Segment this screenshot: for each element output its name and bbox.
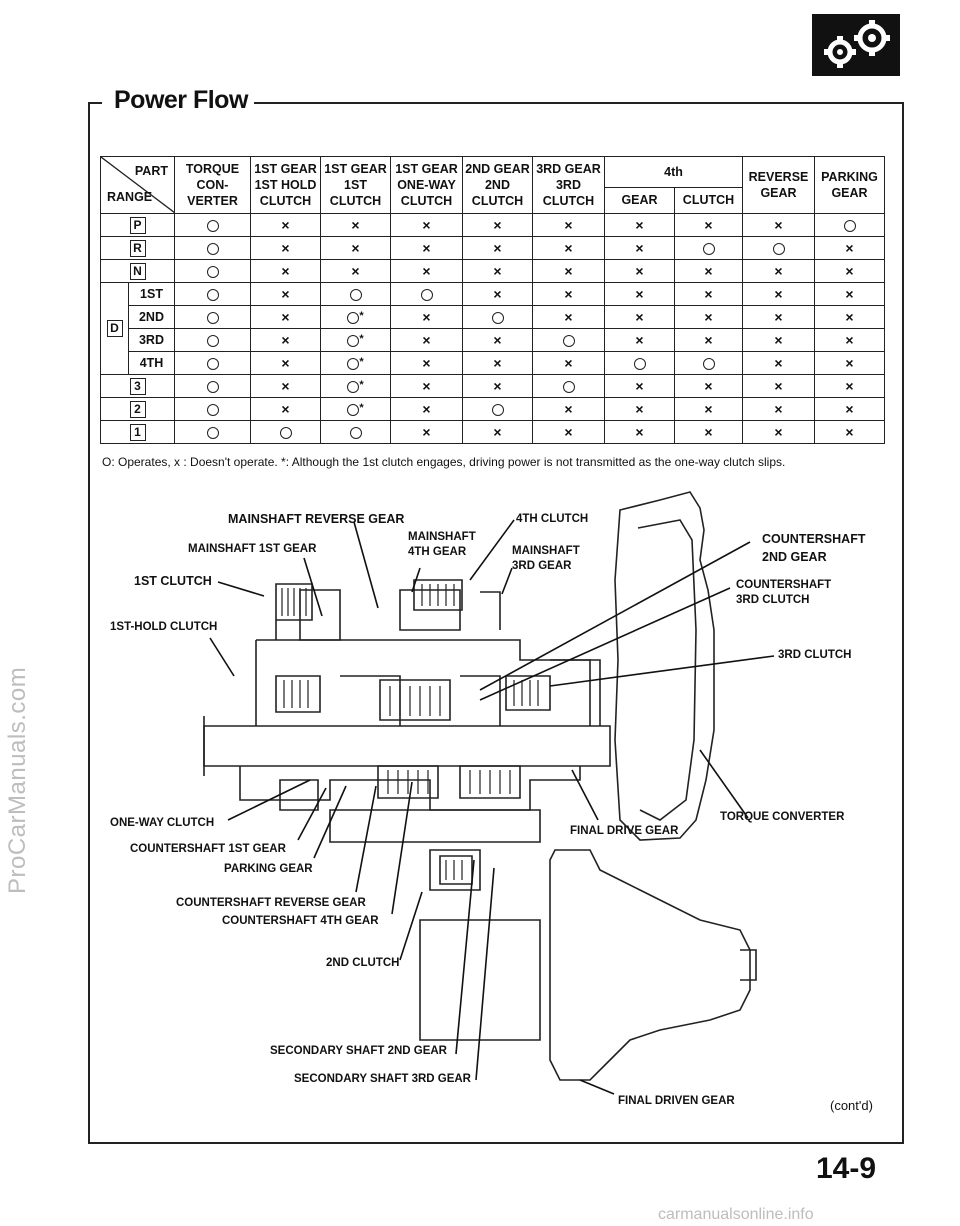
- status-cell: [175, 329, 251, 352]
- header-4th: 4th: [605, 157, 743, 188]
- status-cell: ×: [605, 398, 675, 421]
- corner-part: PART: [134, 164, 168, 178]
- range-cell: [101, 237, 175, 260]
- status-cell: ×: [675, 214, 743, 237]
- status-cell: ×: [391, 352, 463, 375]
- status-cell: [321, 329, 391, 352]
- status-cell: [175, 398, 251, 421]
- status-cell: [175, 375, 251, 398]
- status-cell: ×: [815, 283, 885, 306]
- status-cell: ×: [251, 329, 321, 352]
- status-cell: ×: [815, 375, 885, 398]
- status-cell: ×: [743, 260, 815, 283]
- header-col: 2ND GEAR 2ND CLUTCH: [463, 157, 533, 214]
- operates-circle-icon: [347, 381, 359, 393]
- status-cell: ×: [743, 329, 815, 352]
- status-cell: ×: [533, 283, 605, 306]
- operates-circle-icon: [207, 404, 219, 416]
- asterisk-mark: *: [359, 310, 364, 322]
- operates-circle-icon: [207, 381, 219, 393]
- table-row: [101, 260, 885, 283]
- status-cell: ×: [251, 352, 321, 375]
- label-secondary-shaft-2nd-gear: SECONDARY SHAFT 2ND GEAR: [270, 1045, 447, 1057]
- status-cell: ×: [533, 398, 605, 421]
- operates-circle-icon: [350, 289, 362, 301]
- operates-circle-icon: [844, 220, 856, 232]
- status-cell: ×: [533, 237, 605, 260]
- label-mainshaft-4th-gear: MAINSHAFT 4TH GEAR: [408, 531, 476, 558]
- status-cell: ×: [251, 214, 321, 237]
- operates-circle-icon: [207, 266, 219, 278]
- watermark-side: ProCarManuals.com: [4, 666, 31, 894]
- table-row: [101, 398, 885, 421]
- status-cell: ×: [605, 421, 675, 444]
- watermark-footer: carmanualsonline.info: [658, 1206, 814, 1223]
- operates-circle-icon: [773, 243, 785, 255]
- operates-circle-icon: [492, 312, 504, 324]
- status-cell: ×: [391, 421, 463, 444]
- status-cell: [175, 283, 251, 306]
- range-label: P: [130, 217, 146, 234]
- range-cell: [101, 421, 175, 444]
- status-cell: ×: [605, 214, 675, 237]
- label-countershaft-reverse-gear: COUNTERSHAFT REVERSE GEAR: [176, 897, 366, 909]
- label-countershaft-1st-gear: COUNTERSHAFT 1ST GEAR: [130, 843, 286, 855]
- operates-circle-icon: [207, 427, 219, 439]
- operates-circle-icon: [563, 381, 575, 393]
- status-cell: ×: [391, 306, 463, 329]
- header-col: TORQUE CON- VERTER: [175, 157, 251, 214]
- status-cell: [605, 352, 675, 375]
- status-cell: ×: [815, 398, 885, 421]
- status-cell: [175, 237, 251, 260]
- status-cell: ×: [463, 214, 533, 237]
- label-mainshaft-reverse-gear: MAINSHAFT REVERSE GEAR: [228, 512, 405, 526]
- status-cell: ×: [675, 260, 743, 283]
- range-cell: 2ND: [129, 306, 175, 329]
- status-cell: [175, 214, 251, 237]
- status-cell: ×: [675, 306, 743, 329]
- header-col: 3RD GEAR 3RD CLUTCH: [533, 157, 605, 214]
- status-cell: ×: [743, 283, 815, 306]
- continued-note: (cont'd): [830, 1098, 873, 1113]
- status-cell: ×: [533, 306, 605, 329]
- status-cell: ×: [743, 398, 815, 421]
- header-col: 1ST GEAR 1ST HOLD CLUTCH: [251, 157, 321, 214]
- status-cell: ×: [815, 237, 885, 260]
- label-countershaft-4th-gear: COUNTERSHAFT 4TH GEAR: [222, 915, 379, 927]
- range-label: 2: [130, 401, 146, 418]
- status-cell: ×: [743, 306, 815, 329]
- status-cell: ×: [463, 283, 533, 306]
- header-col: 1ST GEAR 1ST CLUTCH: [321, 157, 391, 214]
- status-cell: [321, 306, 391, 329]
- status-cell: ×: [815, 352, 885, 375]
- header-4th-clutch: CLUTCH: [675, 187, 743, 213]
- operates-circle-icon: [207, 312, 219, 324]
- status-cell: ×: [815, 306, 885, 329]
- asterisk-mark: *: [359, 333, 364, 345]
- table-row: [101, 375, 885, 398]
- status-cell: ×: [391, 375, 463, 398]
- status-cell: ×: [675, 329, 743, 352]
- status-cell: ×: [605, 329, 675, 352]
- status-cell: ×: [463, 260, 533, 283]
- label-2nd-clutch: 2ND CLUTCH: [326, 957, 400, 969]
- status-cell: [175, 306, 251, 329]
- operates-circle-icon: [350, 427, 362, 439]
- label-one-way-clutch: ONE-WAY CLUTCH: [110, 817, 215, 829]
- gears-icon: [812, 14, 900, 76]
- label-1st-clutch: 1ST CLUTCH: [134, 574, 212, 588]
- status-cell: ×: [251, 237, 321, 260]
- operates-circle-icon: [347, 404, 359, 416]
- status-cell: ×: [463, 352, 533, 375]
- status-cell: ×: [251, 283, 321, 306]
- status-cell: ×: [533, 421, 605, 444]
- status-cell: ×: [463, 421, 533, 444]
- range-d-cell: [101, 283, 129, 375]
- status-cell: ×: [251, 260, 321, 283]
- status-cell: ×: [533, 260, 605, 283]
- label-1st-hold-clutch: 1ST-HOLD CLUTCH: [110, 621, 218, 633]
- label-torque-converter: TORQUE CONVERTER: [720, 811, 845, 823]
- corner-range: RANGE: [107, 190, 153, 204]
- status-cell: ×: [743, 375, 815, 398]
- status-cell: ×: [675, 375, 743, 398]
- range-cell: 4TH: [129, 352, 175, 375]
- header-4th-gear: GEAR: [605, 187, 675, 213]
- operates-circle-icon: [421, 289, 433, 301]
- status-cell: ×: [675, 421, 743, 444]
- power-flow-table: [100, 156, 885, 444]
- status-cell: [321, 283, 391, 306]
- label-4th-clutch: 4TH CLUTCH: [516, 513, 589, 525]
- status-cell: [675, 352, 743, 375]
- asterisk-mark: *: [359, 402, 364, 414]
- operates-circle-icon: [207, 243, 219, 255]
- operates-circle-icon: [280, 427, 292, 439]
- label-secondary-shaft-3rd-gear: SECONDARY SHAFT 3RD GEAR: [294, 1073, 471, 1085]
- status-cell: [675, 237, 743, 260]
- status-cell: [815, 214, 885, 237]
- asterisk-mark: *: [359, 356, 364, 368]
- status-cell: ×: [391, 214, 463, 237]
- header-parking: PARKING GEAR: [815, 157, 885, 214]
- status-cell: [175, 421, 251, 444]
- header-col: 1ST GEAR ONE-WAY CLUTCH: [391, 157, 463, 214]
- range-cell: 3RD: [129, 329, 175, 352]
- status-cell: ×: [605, 375, 675, 398]
- status-cell: ×: [391, 237, 463, 260]
- operates-circle-icon: [492, 404, 504, 416]
- range-label: 3: [130, 378, 146, 395]
- status-cell: [175, 352, 251, 375]
- status-cell: ×: [463, 237, 533, 260]
- status-cell: [533, 329, 605, 352]
- table-row: [101, 306, 885, 329]
- range-label: N: [130, 263, 146, 280]
- status-cell: ×: [251, 398, 321, 421]
- status-cell: ×: [743, 352, 815, 375]
- status-cell: ×: [463, 375, 533, 398]
- range-cell: [101, 260, 175, 283]
- operates-circle-icon: [703, 243, 715, 255]
- status-cell: ×: [605, 260, 675, 283]
- table-row: [101, 214, 885, 237]
- status-cell: ×: [675, 283, 743, 306]
- range-cell: [101, 375, 175, 398]
- operates-circle-icon: [703, 358, 715, 370]
- status-cell: ×: [605, 237, 675, 260]
- status-cell: ×: [743, 421, 815, 444]
- label-final-drive-gear: FINAL DRIVE GEAR: [570, 825, 679, 837]
- label-mainshaft-1st-gear: MAINSHAFT 1ST GEAR: [188, 543, 317, 555]
- table-row: [101, 283, 885, 306]
- status-cell: [321, 421, 391, 444]
- status-cell: ×: [533, 214, 605, 237]
- table-row: [101, 421, 885, 444]
- operates-circle-icon: [347, 335, 359, 347]
- label-parking-gear: PARKING GEAR: [224, 863, 313, 875]
- asterisk-mark: *: [359, 379, 364, 391]
- status-cell: [533, 375, 605, 398]
- operates-circle-icon: [563, 335, 575, 347]
- status-cell: [743, 237, 815, 260]
- range-label: 1: [130, 424, 146, 441]
- status-cell: ×: [605, 306, 675, 329]
- table-row: [101, 237, 885, 260]
- table-row: [101, 352, 885, 375]
- legend: O: Operates, x : Doesn't operate. *: Although the 1st clutch engages, driving power is not transmitted as the one-way clutch slips.: [102, 455, 786, 469]
- status-cell: [175, 260, 251, 283]
- status-cell: ×: [391, 329, 463, 352]
- range-cell: [101, 214, 175, 237]
- page-number: 14-9: [816, 1152, 877, 1185]
- header-reverse: REVERSE GEAR: [743, 157, 815, 214]
- operates-circle-icon: [634, 358, 646, 370]
- status-cell: ×: [391, 398, 463, 421]
- label-countershaft-2nd-gear: COUNTERSHAFT 2ND GEAR: [762, 532, 866, 564]
- status-cell: [321, 352, 391, 375]
- operates-circle-icon: [347, 312, 359, 324]
- status-cell: ×: [743, 214, 815, 237]
- label-mainshaft-3rd-gear: MAINSHAFT 3RD GEAR: [512, 545, 580, 572]
- status-cell: ×: [463, 329, 533, 352]
- status-cell: [463, 306, 533, 329]
- operates-circle-icon: [207, 289, 219, 301]
- label-final-driven-gear: FINAL DRIVEN GEAR: [618, 1095, 735, 1107]
- status-cell: ×: [391, 260, 463, 283]
- operates-circle-icon: [347, 358, 359, 370]
- status-cell: [321, 398, 391, 421]
- range-label: R: [130, 240, 146, 257]
- status-cell: ×: [321, 260, 391, 283]
- status-cell: ×: [815, 260, 885, 283]
- operates-circle-icon: [207, 220, 219, 232]
- table-row: [101, 329, 885, 352]
- operates-circle-icon: [207, 358, 219, 370]
- status-cell: [463, 398, 533, 421]
- status-cell: ×: [251, 306, 321, 329]
- status-cell: ×: [815, 329, 885, 352]
- status-cell: ×: [605, 283, 675, 306]
- status-cell: [391, 283, 463, 306]
- transmission-cutaway-diagram: [100, 480, 890, 1120]
- label-countershaft-3rd-clutch: COUNTERSHAFT 3RD CLUTCH: [736, 579, 832, 606]
- range-d-label: D: [107, 320, 123, 337]
- table-corner: [101, 157, 175, 214]
- status-cell: [321, 375, 391, 398]
- status-cell: ×: [675, 398, 743, 421]
- range-cell: 1ST: [129, 283, 175, 306]
- status-cell: ×: [321, 237, 391, 260]
- operates-circle-icon: [207, 335, 219, 347]
- page-title: Power Flow: [108, 86, 254, 115]
- status-cell: ×: [533, 352, 605, 375]
- label-3rd-clutch: 3RD CLUTCH: [778, 649, 852, 661]
- status-cell: [251, 421, 321, 444]
- range-cell: [101, 398, 175, 421]
- status-cell: ×: [321, 214, 391, 237]
- status-cell: ×: [251, 375, 321, 398]
- status-cell: ×: [815, 421, 885, 444]
